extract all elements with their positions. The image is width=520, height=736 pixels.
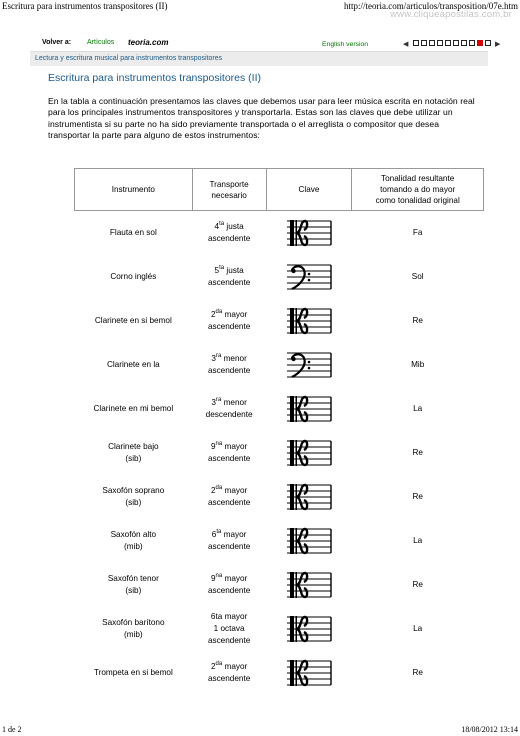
transport-cell: $9^{na}$ mayor ascendente bbox=[207, 572, 251, 595]
clef-table bbox=[74, 168, 484, 695]
result-cell: Re bbox=[412, 580, 423, 589]
transport-cell: $4^{ta}$ justa ascendente bbox=[207, 220, 251, 243]
table-row bbox=[75, 651, 484, 695]
table-row bbox=[75, 519, 484, 563]
page-number: 1 de 2 bbox=[2, 725, 22, 734]
breadcrumb-link[interactable]: Lectura y escritura musical para instrumentos transpositores bbox=[35, 55, 223, 62]
transport-cell: $2^{da}$ mayor ascendente bbox=[207, 484, 251, 507]
articles-link[interactable]: Artículos bbox=[87, 39, 115, 46]
result-cell: Mib bbox=[411, 360, 425, 369]
clef-cell bbox=[266, 563, 352, 607]
result-cell: Re bbox=[412, 448, 423, 457]
watermark: www.cliqueapostilas.com.br bbox=[390, 9, 512, 20]
page-selector bbox=[413, 40, 491, 46]
page-box[interactable] bbox=[429, 40, 435, 46]
clef-cell bbox=[266, 211, 352, 255]
clef-cell bbox=[266, 607, 352, 651]
result-cell: La bbox=[413, 624, 423, 633]
site-link[interactable]: teoria.com bbox=[128, 38, 169, 47]
alto-clef-icon bbox=[285, 304, 333, 338]
table-header-row bbox=[75, 169, 484, 211]
clef-cell bbox=[266, 299, 352, 343]
alto-clef-icon bbox=[285, 480, 333, 514]
bass-clef-icon bbox=[285, 348, 333, 382]
transport-cell: $3^{ra}$ menor descendente bbox=[205, 396, 253, 419]
instrument-cell: Clarinete en si bemol bbox=[94, 315, 172, 325]
instrument-cell: Saxofón alto (mib) bbox=[110, 529, 157, 551]
header-instrument: Instrumento bbox=[75, 169, 193, 211]
print-page-url[interactable]: http://teoria.com/articulos/transposition/07e.htm bbox=[344, 1, 518, 11]
page-box[interactable] bbox=[413, 40, 419, 46]
transport-cell: $3^{ra}$ menor ascendente bbox=[207, 352, 251, 375]
table-row bbox=[75, 255, 484, 299]
table-row bbox=[75, 431, 484, 475]
result-cell: Sol bbox=[411, 272, 424, 281]
clef-cell bbox=[266, 387, 352, 431]
prev-arrow-icon[interactable]: ◀ bbox=[403, 41, 409, 48]
page-box[interactable] bbox=[453, 40, 459, 46]
alto-clef-icon bbox=[285, 392, 333, 426]
alto-clef-icon bbox=[285, 524, 333, 558]
alto-clef-icon bbox=[285, 436, 333, 470]
instrument-cell: Clarinete en la bbox=[106, 359, 160, 369]
page-box[interactable] bbox=[445, 40, 451, 46]
clef-cell bbox=[266, 255, 352, 299]
result-cell: La bbox=[413, 404, 423, 413]
english-version-link[interactable]: English version bbox=[322, 41, 369, 48]
transport-cell: $9^{na}$ mayor ascendente bbox=[207, 440, 251, 463]
alto-clef-icon bbox=[285, 612, 333, 646]
transport-cell: 6ta mayor 1 octava ascendente bbox=[207, 611, 251, 645]
alto-clef-icon bbox=[285, 656, 333, 690]
page-box[interactable] bbox=[461, 40, 467, 46]
alto-clef-icon bbox=[285, 216, 333, 250]
back-label: Volver a: bbox=[42, 39, 72, 46]
top-nav bbox=[30, 36, 501, 52]
instrument-cell: Saxofón soprano (sib) bbox=[102, 485, 165, 507]
instrument-cell: Clarinete bajo (sib) bbox=[108, 441, 159, 463]
table-row bbox=[75, 387, 484, 431]
result-cell: Re bbox=[412, 316, 423, 325]
instrument-cell: Saxofón tenor (sib) bbox=[107, 573, 159, 595]
table-row bbox=[75, 211, 484, 255]
instrument-cell: Trompeta en si bemol bbox=[93, 667, 173, 677]
result-cell: Re bbox=[412, 668, 423, 677]
alto-clef-icon bbox=[285, 568, 333, 602]
bass-clef-icon bbox=[285, 260, 333, 294]
next-arrow-icon[interactable]: ▶ bbox=[495, 41, 501, 48]
page-box[interactable] bbox=[477, 40, 483, 46]
print-datetime: 18/08/2012 13:14 bbox=[461, 725, 518, 734]
result-cell: La bbox=[413, 536, 423, 545]
print-page-title: Escritura para instrumentos transpositores (II) bbox=[2, 1, 168, 11]
page-box[interactable] bbox=[437, 40, 443, 46]
table-row bbox=[75, 607, 484, 651]
header-result: Tonalidad resultante tomando a do mayor como tonalidad original bbox=[352, 169, 484, 211]
page-title: Escritura para instrumentos transpositores (II) bbox=[48, 72, 261, 84]
header-transport: Transporte necesario bbox=[192, 169, 266, 211]
instrument-cell: Corno inglés bbox=[110, 271, 157, 281]
page-box[interactable] bbox=[485, 40, 491, 46]
clef-cell bbox=[266, 431, 352, 475]
instrument-cell: Saxofón barítono (mib) bbox=[102, 617, 165, 639]
table-row bbox=[75, 563, 484, 607]
clef-cell bbox=[266, 651, 352, 695]
transport-cell: $5^{ta}$ justa ascendente bbox=[207, 264, 251, 287]
table-row bbox=[75, 299, 484, 343]
instrument-cell: Clarinete en mi bemol bbox=[93, 403, 174, 413]
print-footer bbox=[0, 724, 520, 736]
clef-cell bbox=[266, 475, 352, 519]
intro-paragraph: En la tabla a continuación presentamos las claves que debemos usar para leer música escrita en notación real para los principales instrumentos transpositores y transportarla. Estas son las claves que debe utilizar un instrumentista si su parte no ha sido previamente transportada o el arreglista o compositor que desea transportar la parte para alguno de estos instrumentos: bbox=[48, 96, 475, 141]
breadcrumb bbox=[30, 51, 488, 66]
clef-cell bbox=[266, 343, 352, 387]
page-box[interactable] bbox=[421, 40, 427, 46]
result-cell: Fa bbox=[412, 228, 423, 238]
clef-cell bbox=[266, 519, 352, 563]
transport-cell: $6^{ta}$ mayor ascendente bbox=[207, 528, 251, 551]
header-clef: Clave bbox=[266, 169, 352, 211]
table-row bbox=[75, 475, 484, 519]
transport-cell: $2^{da}$ mayor ascendente bbox=[207, 660, 251, 683]
instrument-cell: Flauta en sol bbox=[109, 227, 157, 237]
transport-cell: $2^{da}$ mayor ascendente bbox=[207, 308, 251, 331]
page-box[interactable] bbox=[469, 40, 475, 46]
table-row bbox=[75, 343, 484, 387]
result-cell: Re bbox=[412, 492, 423, 501]
